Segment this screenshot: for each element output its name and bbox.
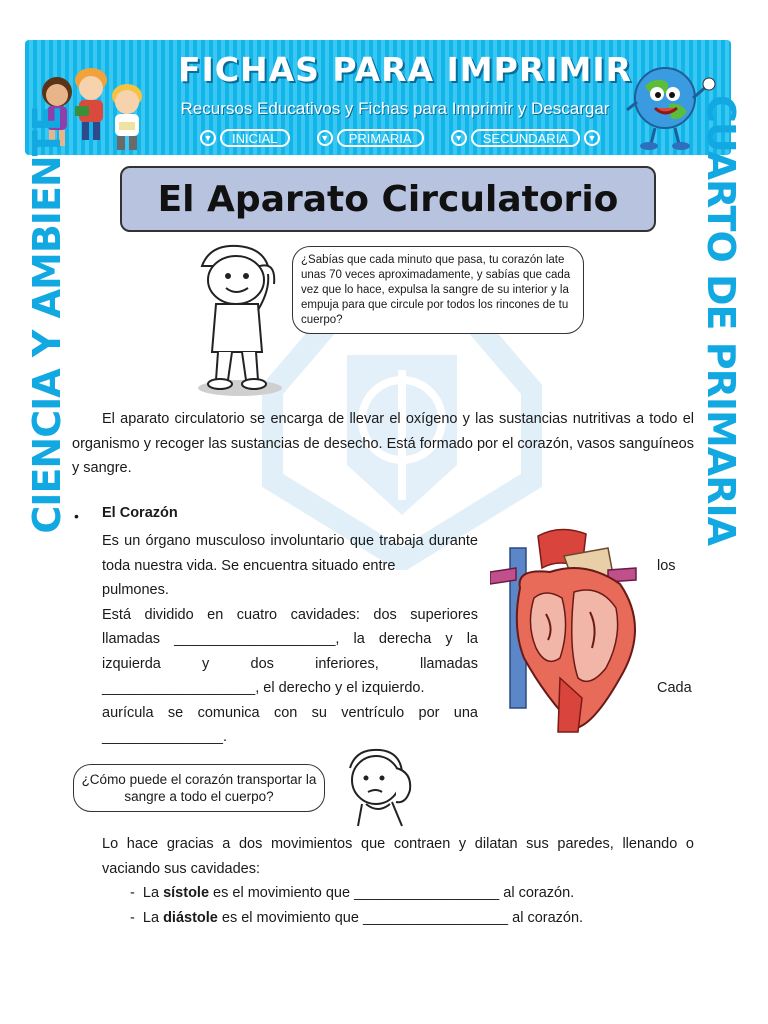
corazon-p3: aurícula se comunica con su ventrículo por una _______________.	[102, 704, 478, 745]
heart-anatomy-illustration	[490, 528, 650, 738]
list-item: - La diástole es el movimiento que __________________ al corazón.	[130, 909, 584, 926]
banner-nav	[200, 127, 600, 149]
intro-paragraph: El aparato circulatorio se encarga de llevar el oxígeno y las sustancias nutritivas a todo el organismo y recoger las sustancias de desecho. Está formado por el corazón, vasos sanguíneos y sangre.	[72, 411, 694, 476]
corazon-p1-right: los	[657, 558, 676, 574]
nav-inicial[interactable]	[200, 127, 290, 149]
movimientos-list	[130, 881, 583, 930]
term-sistole: sístole	[163, 885, 210, 901]
speech-bubble-fact: ¿Sabías que cada minuto que pasa, tu corazón late unas 70 veces aproximadamente, y sabías que cada vez que lo hace, expulsa la sangre de su interior y la empuja para que circule por todos los rincones de tu cuerpo?	[292, 246, 584, 334]
section-heading-corazon: El Corazón	[102, 505, 178, 521]
side-label-left: CIENCIA Y AMBIENTE	[25, 106, 69, 534]
corazon-text	[102, 529, 478, 750]
nav-label: SECUNDARIA	[471, 129, 580, 147]
nav-label: INICIAL	[220, 129, 290, 147]
boy-thinking-illustration	[190, 240, 300, 400]
banner-subtitle: Recursos Educativos y Fichas para Imprimir y Descargar	[180, 99, 610, 118]
page-title: El Aparato Circulatorio	[157, 178, 619, 220]
nav-primaria[interactable]	[317, 127, 424, 149]
arrow-down-icon: ▼	[200, 130, 216, 146]
banner-title: FICHAS PARA IMPRIMIR	[177, 50, 633, 89]
corazon-p2: Está dividido en cuatro cavidades: dos superiores llamadas ____________________, la derecha y la izquierda y dos inferiores, llamadas ___________________, el derecho y el izquierdo.	[102, 606, 478, 696]
list-item: - La sístole es el movimiento que __________________ al corazón.	[130, 885, 575, 901]
corazon-p1: Es un órgano musculoso involuntario que trabaja durante toda nuestra vida. Se encuentra situado entre	[102, 533, 478, 574]
corazon-p2-right: Cada	[657, 680, 692, 696]
term-diastole: diástole	[163, 909, 218, 926]
header-banner	[25, 40, 731, 155]
bullet-icon: •	[74, 508, 79, 524]
nav-secundaria[interactable]	[451, 127, 600, 149]
title-box	[120, 166, 656, 232]
arrow-down-icon: ▼	[584, 130, 600, 146]
arrow-down-icon: ▼	[451, 130, 467, 146]
side-label-right: CUARTO DE PRIMARIA	[699, 94, 743, 546]
speech-bubble-question: ¿Cómo puede el corazón transportar la sangre a todo el cuerpo?	[73, 764, 325, 812]
arrow-down-icon: ▼	[317, 130, 333, 146]
movimientos-paragraph: Lo hace gracias a dos movimientos que contraen y dilatan sus paredes, llenando o vaciando sus cavidades:	[102, 836, 694, 877]
corazon-p1-end: pulmones.	[102, 582, 169, 598]
boy-wondering-illustration	[340, 744, 424, 828]
nav-label: PRIMARIA	[337, 129, 424, 147]
